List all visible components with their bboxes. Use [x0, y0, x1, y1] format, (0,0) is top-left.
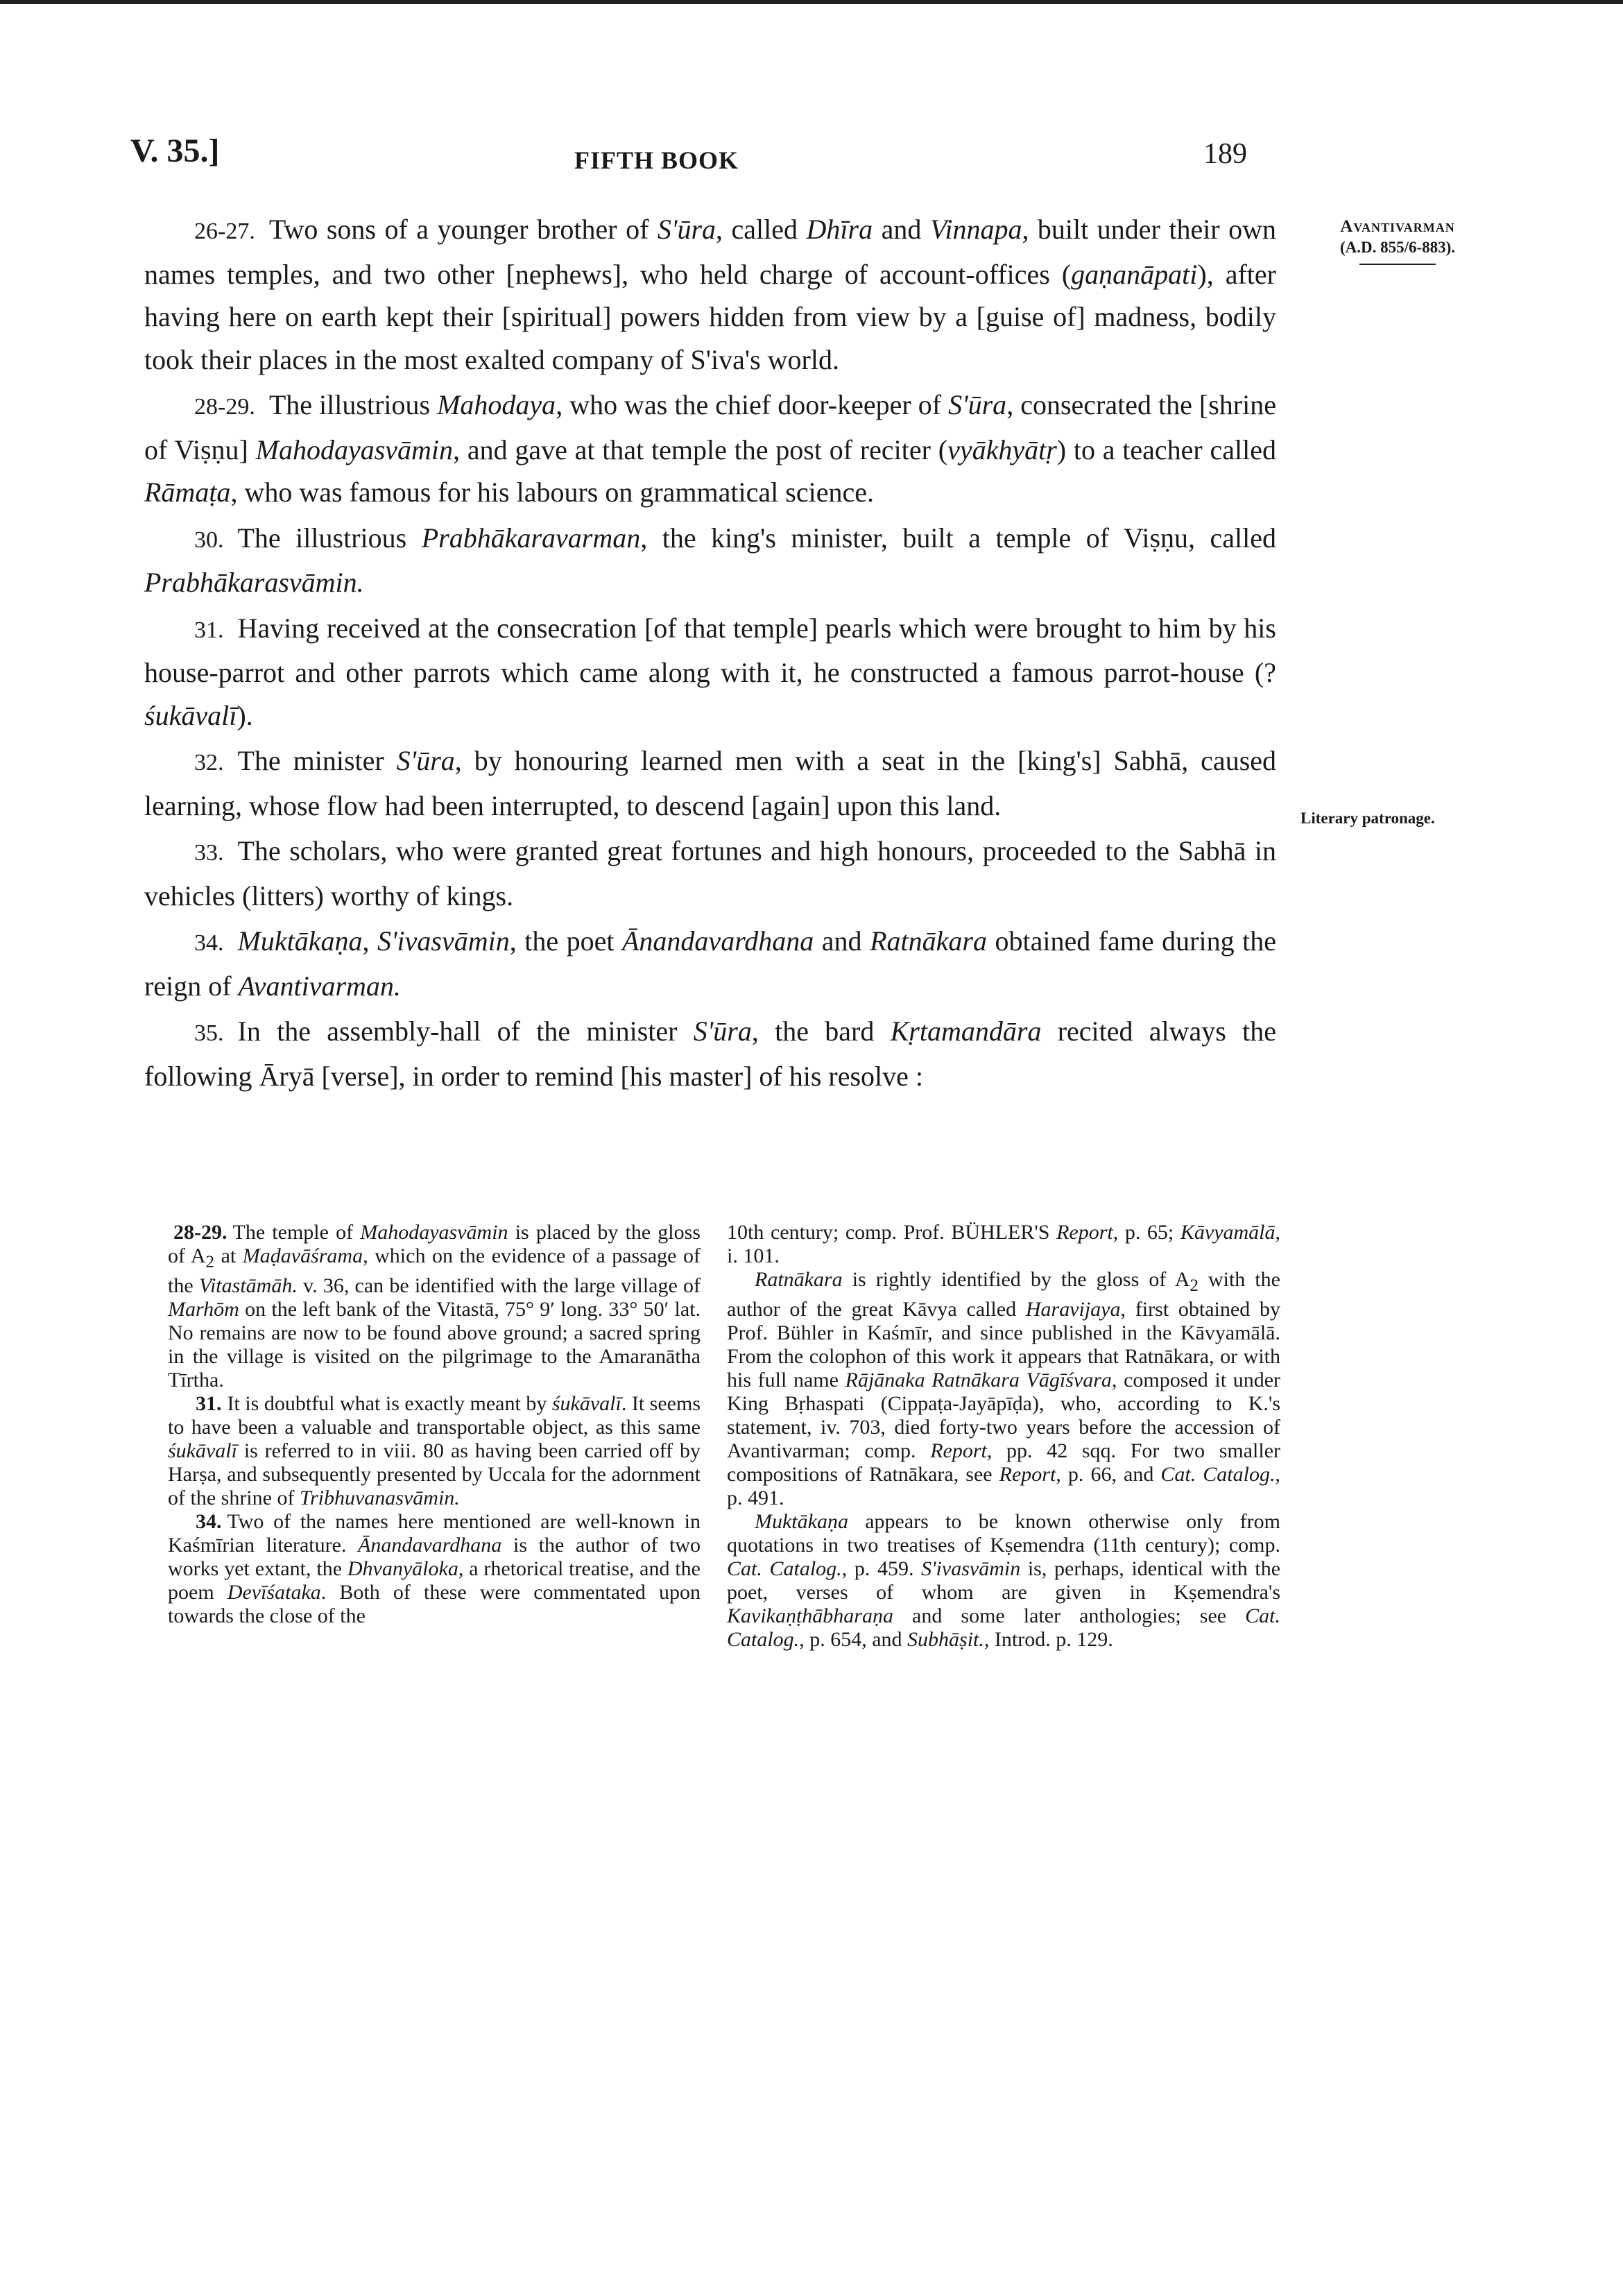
footnote-text: 10th century; comp. Prof. BÜHLER'S Report, p. 65; Kāvyamālā, i. 101. — [727, 1221, 1281, 1267]
footnote-text: It is doubtful what is exactly meant by śukāvalī. It seems to have been a valuable and transportable object, as this same śukāvalī is referred to in viii. 80 as having been carried off by Harṣa, and subsequently presented by Uccala for the adornment of the shrine of Tribhuvanasvāmin. — [168, 1392, 701, 1509]
scan-top-border — [0, 0, 1623, 4]
verse-paragraph — [144, 830, 1276, 917]
verse-text: In the assembly-hall of the minister S'ūra, the bard Kṛtamandāra recited always the following Āryā [verse], in order to remind [his master] of his resolve : — [144, 1016, 1276, 1092]
verse-text: The scholars, who were granted great fortunes and high honours, proceeded to the Sabhā in vehicles (litters) worthy of kings. — [144, 835, 1276, 911]
verse-text: Having received at the consecration [of that temple] pearls which were brought to him by his house-parrot and other parrots which came along with it, he constructed a famous parrot-house (? śukāvalī). — [144, 612, 1276, 731]
verse-paragraph — [144, 920, 1276, 1007]
footnote-number: 31. — [196, 1392, 222, 1415]
verse-number: 32. — [194, 750, 224, 776]
verse-text: Muktākaṇa, S'ivasvāmin, the poet Ānandavardhana and Ratnākara obtained fame during the reign of Avantivarman. — [144, 925, 1276, 1002]
verse-number: 28-29. — [194, 394, 255, 420]
verse-text: Two sons of a younger brother of S'ūra, called Dhīra and Vinnapa, built under their own names temples, and two other [nephews], who held charge of account-offices (gaṇanāpati), after having here on earth kept their [spiritual] powers hidden from view by a [guise of] madness, bodily took their places in the most exalted company of S'iva's world. — [144, 214, 1277, 375]
verse-reference: V. 35.] — [130, 132, 220, 169]
verse-paragraph — [144, 208, 1276, 381]
footnote — [168, 1221, 701, 1392]
verse-number: 33. — [194, 840, 224, 866]
verse-text: The illustrious Prabhākaravarman, the king's minister, built a temple of Viṣṇu, called Prabhākarasvāmin. — [144, 522, 1277, 598]
footnote-text: Ratnākara is rightly identified by the gloss of $A_2$ with the author of the great Kāvya called Haravijaya, first obtained by Prof. Bühler in Kaśmīr, and since published in the Kāvyamālā. From the colophon of this work it appears that Ratnākara, or with his full name Rājānaka Ratnākara Vāgīśvara, composed it under King Bṛhaspati (Cippaṭa-Jayāpīḍa), who, according to K.'s statement, iv. 703, died forty-two years before the accession of Avantivarman; comp. Report, pp. 42 sqq. For two smaller compositions of Ratnākara, see Report, p. 66, and Cat. Catalog., p. 491. — [727, 1268, 1281, 1509]
page-header — [130, 132, 1268, 187]
margin-note-reign — [1300, 216, 1495, 265]
footnote — [727, 1268, 1280, 1510]
margin-note-topic: Literary patronage. — [1300, 809, 1435, 827]
page-number: 189 — [1203, 138, 1247, 170]
main-text — [144, 208, 1276, 1100]
footnotes-right-column — [727, 1221, 1280, 1652]
verse-number: 30. — [194, 526, 224, 553]
verse-text: The minister S'ūra, by honouring learned men with a seat in the [king's] Sabhā, caused learning, whose flow had been interrupted, to descend [again] upon this land. — [144, 745, 1277, 821]
footnote-number: 28-29. — [173, 1221, 227, 1244]
verse-number: 26-27. — [194, 219, 255, 244]
verse-text: The illustrious Mahodaya, who was the chief door-keeper of S'ūra, consecrated the [shrine of Viṣṇu] Mahodayasvāmin, and gave at that temple the post of reciter (vyākhyātṛ) to a teacher called Rāmaṭa, who was famous for his labours on grammatical science. — [144, 389, 1277, 508]
verse-paragraph — [144, 607, 1276, 737]
verse-paragraph — [144, 384, 1276, 514]
footnote-number: 34. — [196, 1510, 222, 1533]
book-title: FIFTH BOOK — [574, 146, 739, 174]
footnote-text: Two of the names here mentioned are well-known in Kaśmīrian literature. Ānandavardhana is the author of two works yet extant, the Dhvanyāloka, a rhetorical treatise, and the poem Devīśataka. Both of these were commentated upon towards the close of the — [168, 1510, 701, 1627]
verse-paragraph — [144, 1010, 1276, 1097]
verse-paragraph — [144, 517, 1276, 604]
footnote — [168, 1392, 701, 1510]
footnote — [727, 1510, 1280, 1652]
margin-ruler-name: Avantivarman — [1340, 217, 1455, 236]
footnote — [168, 1510, 701, 1628]
verse-number: 35. — [194, 1020, 224, 1046]
margin-rule — [1359, 264, 1436, 265]
footnotes-left-column — [168, 1221, 701, 1628]
verse-number: 34. — [194, 930, 224, 956]
margin-reign-dates: (A.D. 855/6-883). — [1339, 239, 1456, 256]
footnote-text: The temple of Mahodayasvāmin is placed by the gloss of $A_2$ at Maḍavāśrama, which on the evidence of a passage of the Vitastāmāh. v. 36, can be identified with the large village of Marhōm on the left bank of the Vitastā, 75° 9′ long. 33° 50′ lat. No remains are now to be found above ground; a sacred spring in the village is visited on the pilgrimage to the Amaranātha Tīrtha. — [168, 1221, 701, 1391]
verse-number: 31. — [194, 617, 224, 643]
verse-paragraph — [144, 739, 1276, 827]
footnote-text: Muktākaṇa appears to be known otherwise only from quotations in two treatises of Kṣemendra (11th century); comp. Cat. Catalog., p. 459. S'ivasvāmin is, perhaps, identical with the poet, verses of whom are given in Kṣemendra's Kavikaṇṭhābharaṇa and some later anthologies; see Cat. Catalog., p. 654, and Subhāṣit., Introd. p. 129. — [727, 1510, 1281, 1651]
footnote — [727, 1221, 1280, 1268]
